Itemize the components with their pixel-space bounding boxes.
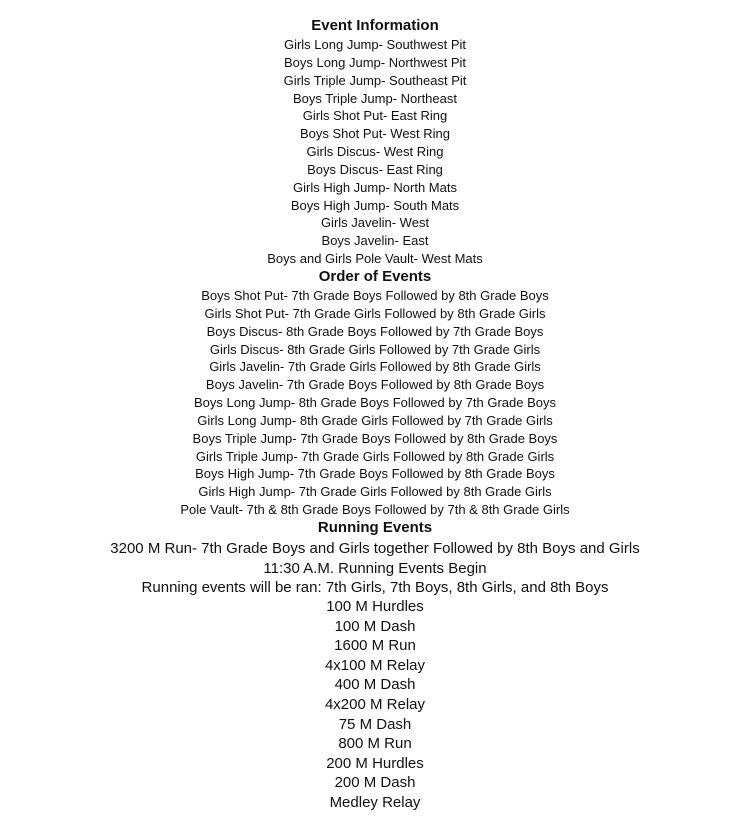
running-event-item: 200 M Hurdles <box>326 754 424 772</box>
running-events-notes <box>0 539 750 598</box>
order-of-events-item: Boys Shot Put- 7th Grade Boys Followed by 8th Grade Boys <box>201 288 549 303</box>
order-of-events-item: Boys Triple Jump- 7th Grade Boys Followed by 8th Grade Boys <box>192 430 558 446</box>
order-of-events-item: Girls Javelin- 7th Grade Girls Followed by 8th Grade Girls <box>209 359 541 375</box>
running-event-item: 1600 M Run <box>334 637 416 655</box>
order-of-events-item: Girls High Jump- 7th Grade Girls Followed by 8th Grade Girls <box>198 484 552 500</box>
event-information-heading: Event Information <box>311 17 439 34</box>
event-information-item: Girls Shot Put- East Ring <box>302 108 448 124</box>
running-event-item: Medley Relay <box>329 793 421 811</box>
event-information-item: Boys Discus- East Ring <box>307 161 443 177</box>
event-information-item: Boys Shot Put- West Ring <box>299 126 451 142</box>
running-event-item: 75 M Dash <box>338 715 412 733</box>
running-event-item: 100 M Dash <box>334 617 416 635</box>
order-of-events-list <box>0 287 750 519</box>
running-events-note: 11:30 A.M. Running Events Begin <box>263 559 487 577</box>
order-of-events-item: Boys Long Jump- 8th Grade Boys Followed by 7th Grade Boys <box>193 395 557 411</box>
running-event-item: 4x200 M Relay <box>324 695 426 713</box>
event-information-list <box>0 36 750 268</box>
running-event-item: 100 M Hurdles <box>326 598 424 615</box>
order-of-events-item: Girls Triple Jump- 7th Grade Girls Followed by 8th Grade Girls <box>195 448 555 464</box>
order-of-events-item: Girls Shot Put- 7th Grade Girls Followed by 8th Grade Girls <box>204 305 546 321</box>
event-information-item: Boys Javelin- East <box>321 233 429 249</box>
event-information-item: Boys High Jump- South Mats <box>290 197 460 213</box>
running-event-item: 4x100 M Relay <box>324 656 426 674</box>
order-of-events-item: Pole Vault- 7th & 8th Grade Boys Followed by 7th & 8th Grade Girls <box>180 502 570 518</box>
order-of-events-item: Boys Discus- 8th Grade Boys Followed by 7th Grade Boys <box>206 323 544 339</box>
running-event-item: 800 M Run <box>338 735 412 753</box>
running-events-list <box>0 597 750 813</box>
event-information-item: Girls Triple Jump- Southeast Pit <box>283 72 467 88</box>
running-events-note: 3200 M Run- 7th Grade Boys and Girls together Followed by 8th Boys and Girls <box>110 540 640 557</box>
order-of-events-item: Boys Javelin- 7th Grade Boys Followed by 8th Grade Boys <box>205 377 545 393</box>
event-information-item: Boys Triple Jump- Northeast <box>292 90 457 106</box>
order-of-events-item: Girls Long Jump- 8th Grade Girls Followed by 7th Grade Girls <box>197 412 553 428</box>
event-information-item: Girls Javelin- West <box>320 215 430 231</box>
event-information-item: Girls Discus- West Ring <box>306 144 444 160</box>
event-information-item: Girls High Jump- North Mats <box>293 179 457 195</box>
order-of-events-item: Boys High Jump- 7th Grade Boys Followed by 8th Grade Boys <box>195 466 555 482</box>
running-events-note: Running events will be ran: 7th Girls, 7th Boys, 8th Girls, and 8th Boys <box>141 579 609 597</box>
running-event-item: 200 M Dash <box>334 774 416 792</box>
event-information-item: Girls Long Jump- Southwest Pit <box>283 37 467 52</box>
order-of-events-item: Girls Discus- 8th Grade Girls Followed by 7th Grade Girls <box>209 341 541 357</box>
running-event-item: 400 M Dash <box>334 676 416 694</box>
running-events-heading: Running Events <box>317 519 433 536</box>
order-of-events-heading: Order of Events <box>318 268 432 285</box>
event-information-item: Boys and Girls Pole Vault- West Mats <box>267 251 483 267</box>
event-information-item: Boys Long Jump- Northwest Pit <box>283 54 467 70</box>
